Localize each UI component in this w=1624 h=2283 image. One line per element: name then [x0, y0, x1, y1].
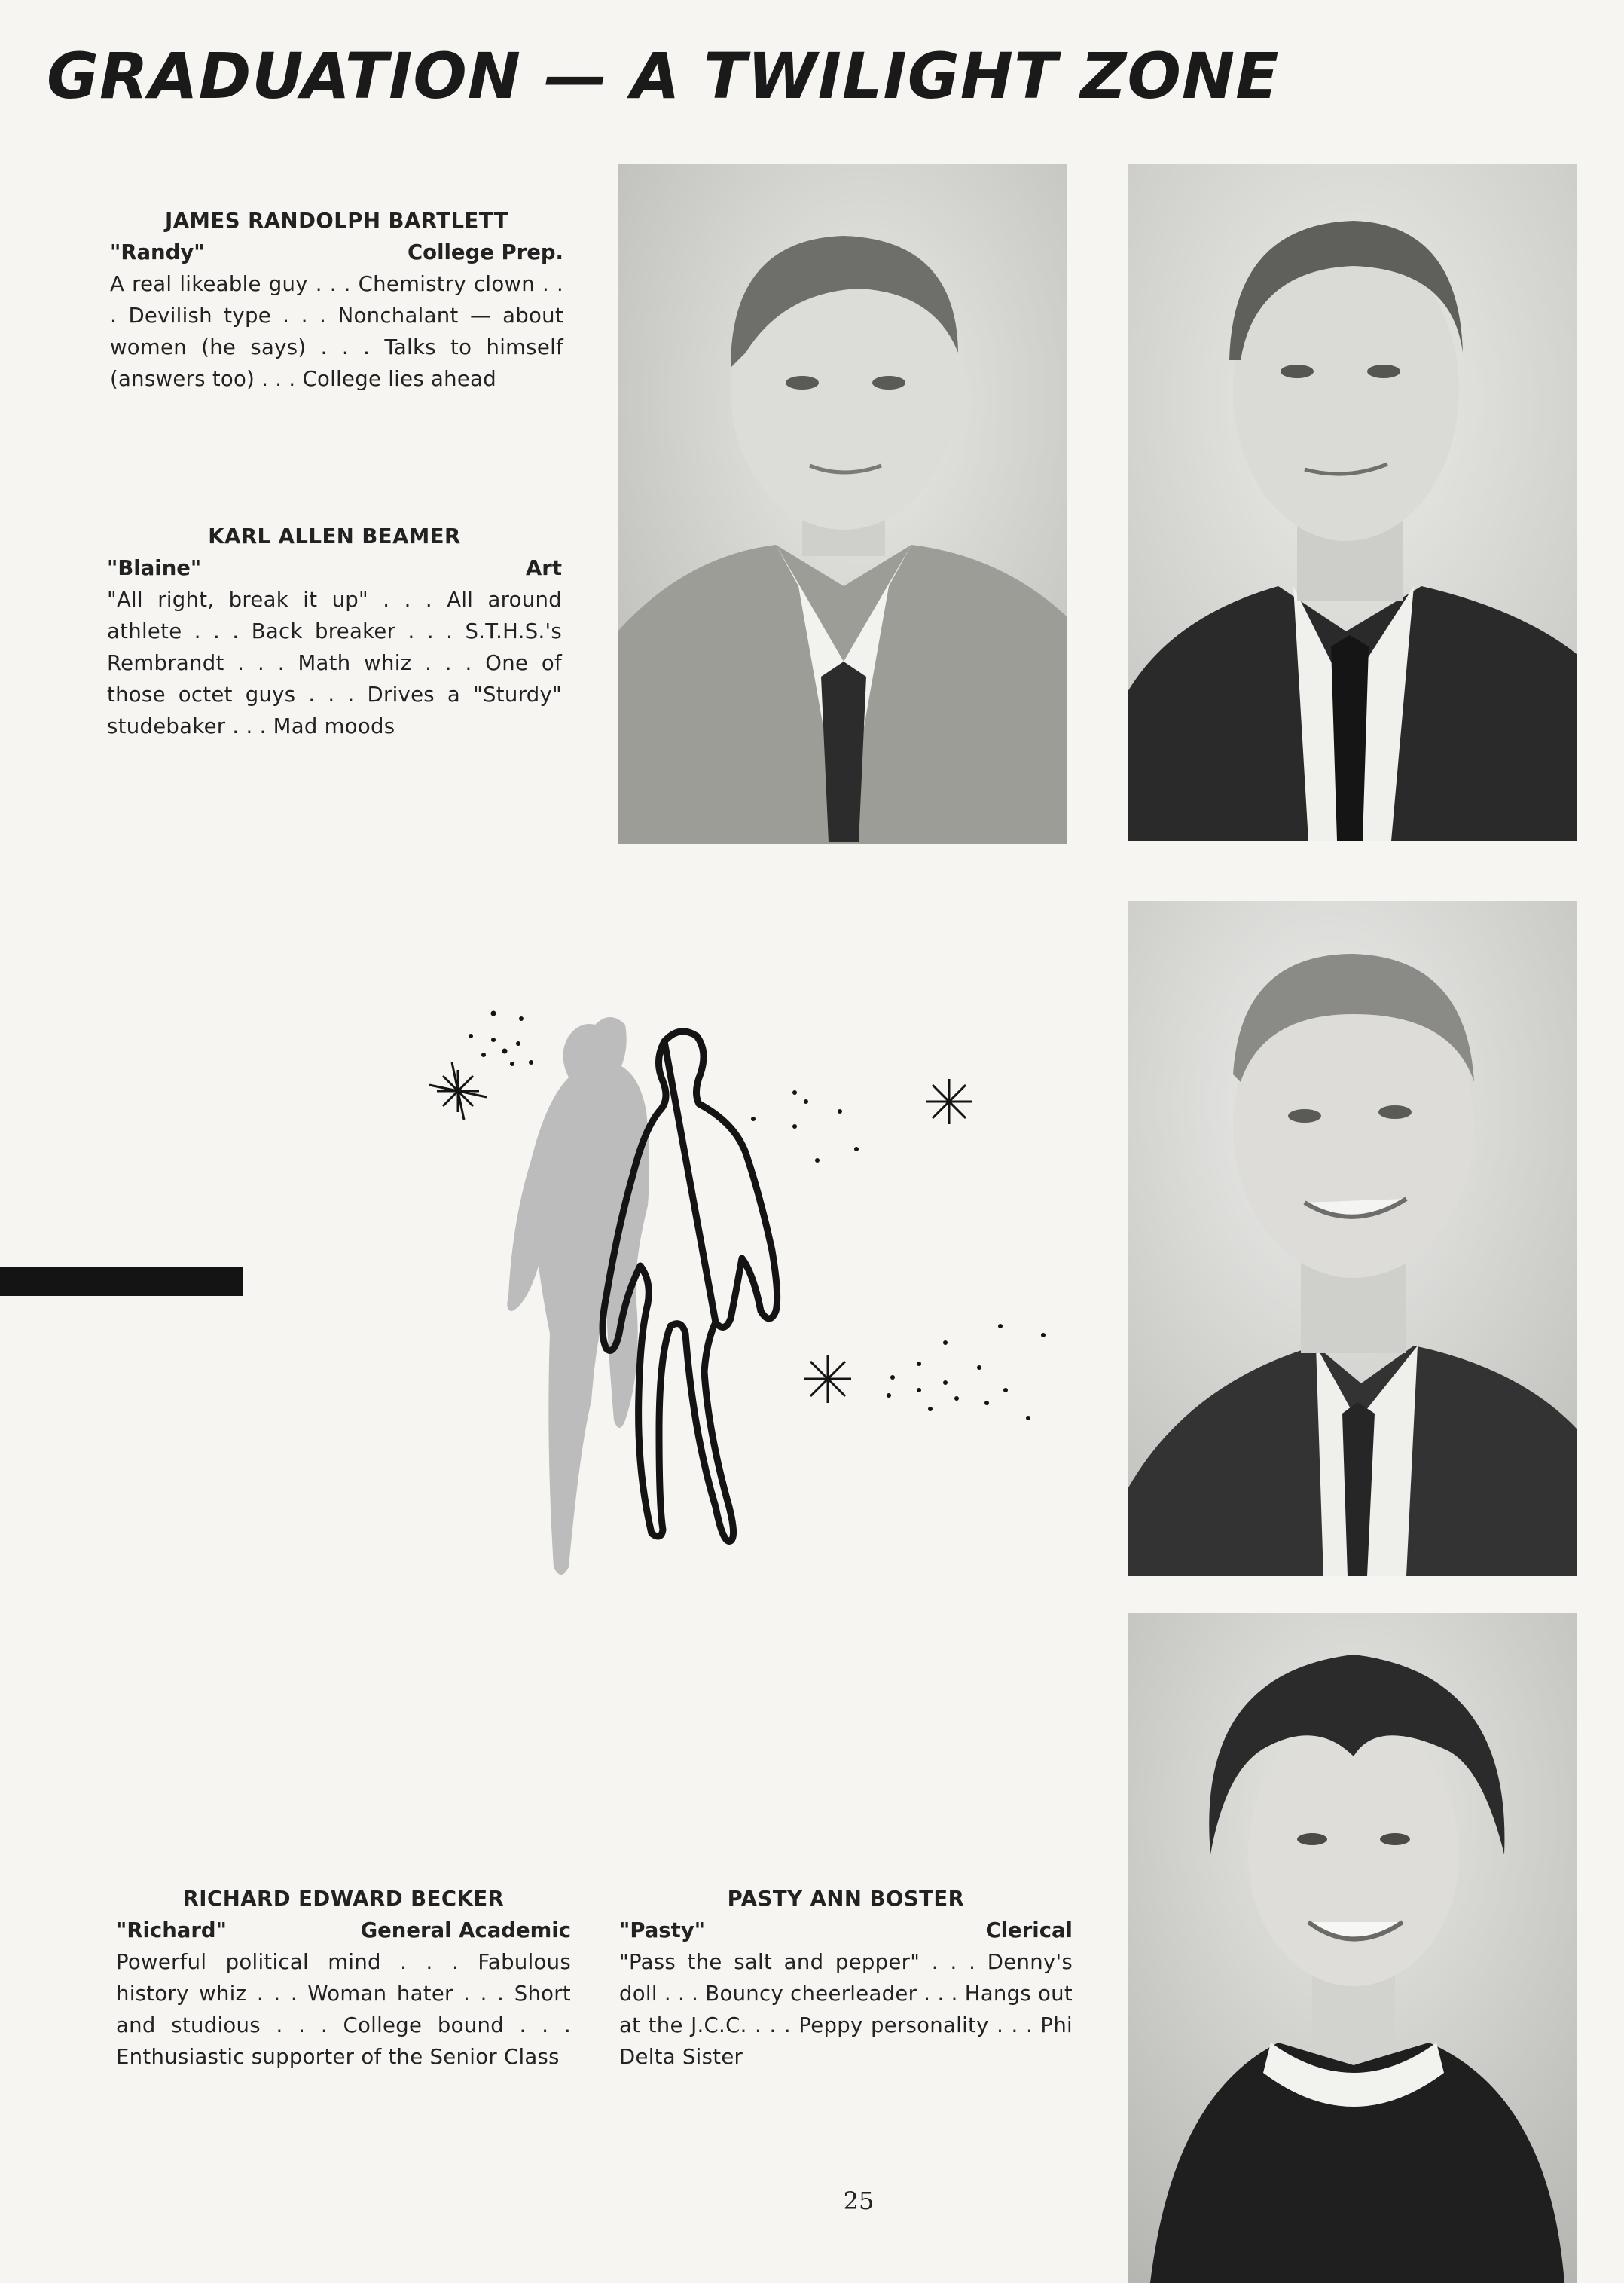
senior-course: College Prep. — [408, 240, 563, 264]
senior-bio-becker — [116, 1883, 571, 2073]
starburst-icon — [804, 1355, 851, 1403]
senior-description: "Pass the salt and pepper" . . . Denny's doll . . . Bouncy cheerleader . . . Hangs out at the J.C.C. . . . Peppy personality . . . Phi Delta Sister — [619, 1950, 1073, 2069]
senior-name: RICHARD EDWARD BECKER — [182, 1887, 505, 1911]
portrait-photo-bartlett — [618, 164, 1067, 844]
senior-description: A real likeable guy . . . Chemistry clown . . . Devilish type . . . Nonchalant — about women (he says) . . . Talks to himself (answers too) . . . College lies ahead — [110, 272, 563, 391]
senior-course: General Academic — [360, 1918, 571, 1942]
senior-name: KARL ALLEN BEAMER — [208, 524, 461, 549]
starburst-icon — [429, 1062, 487, 1120]
page-title: GRADUATION — A TWILIGHT ZONE — [47, 39, 1280, 113]
senior-name: JAMES RANDOLPH BARTLETT — [165, 209, 508, 233]
twilight-figure-illustration — [399, 980, 1077, 1627]
senior-name: PASTY ANN BOSTER — [727, 1887, 965, 1911]
senior-nickname: "Richard" — [116, 1918, 227, 1942]
senior-nickname: "Blaine" — [107, 556, 202, 580]
senior-course: Clerical — [985, 1918, 1073, 1942]
senior-bio-beamer — [107, 521, 562, 742]
senior-nickname: "Pasty" — [619, 1918, 706, 1942]
senior-nickname: "Randy" — [110, 240, 205, 264]
portrait-photo-becker — [1128, 901, 1577, 1576]
portrait-photo-boster — [1128, 1613, 1577, 2283]
portrait-photo-beamer — [1128, 164, 1577, 841]
senior-bio-boster — [619, 1883, 1073, 2073]
senior-course: Art — [526, 556, 562, 580]
starburst-icon — [926, 1079, 972, 1124]
margin-bar — [0, 1267, 243, 1296]
senior-description: Powerful political mind . . . Fabulous history whiz . . . Woman hater . . . Short and studious . . . College bound . . . Enthusiastic supporter of the Senior Class — [116, 1950, 571, 2069]
senior-description: "All right, break it up" . . . All around athlete . . . Back breaker . . . S.T.H.S.'s Rembrandt . . . Math whiz . . . One of those octet guys . . . Drives a "Sturdy" studebaker . . . Mad moods — [107, 588, 562, 738]
page-number: 25 — [843, 2187, 875, 2215]
senior-bio-bartlett — [110, 205, 563, 395]
